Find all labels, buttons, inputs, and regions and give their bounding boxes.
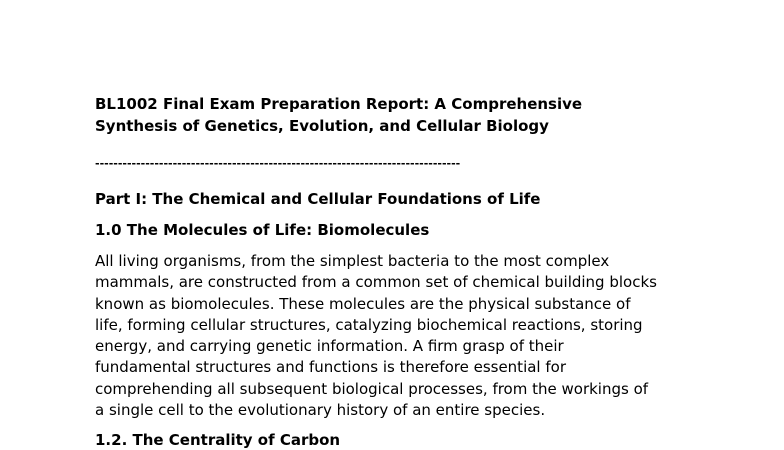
section-divider: -------------------------------------------------------------------------------- xyxy=(95,157,461,170)
document-page xyxy=(95,93,735,450)
body-paragraph: All living organisms, from the simplest bacteria to the most complex mammals, are constructed from a common set of chemical building blocks known as biomolecules. These molecules are the physical substance of life, forming cellular structures, catalyzing biochemical reactions, storing energy, and carrying genetic information. A firm grasp of their fundamental structures and functions is therefore essential for comprehending all subsequent biological processes, from the workings of a single cell to the evolutionary history of an entire species. xyxy=(95,252,657,420)
section-heading: 1.0 The Molecules of Life: Biomolecules xyxy=(95,221,430,239)
subsection-heading: 1.2. The Centrality of Carbon xyxy=(95,431,341,450)
part-heading: Part I: The Chemical and Cellular Foundations of Life xyxy=(95,190,541,208)
document-title: BL1002 Final Exam Preparation Report: A Comprehensive Synthesis of Genetics, Evolution, and Cellular Biology xyxy=(95,95,583,135)
